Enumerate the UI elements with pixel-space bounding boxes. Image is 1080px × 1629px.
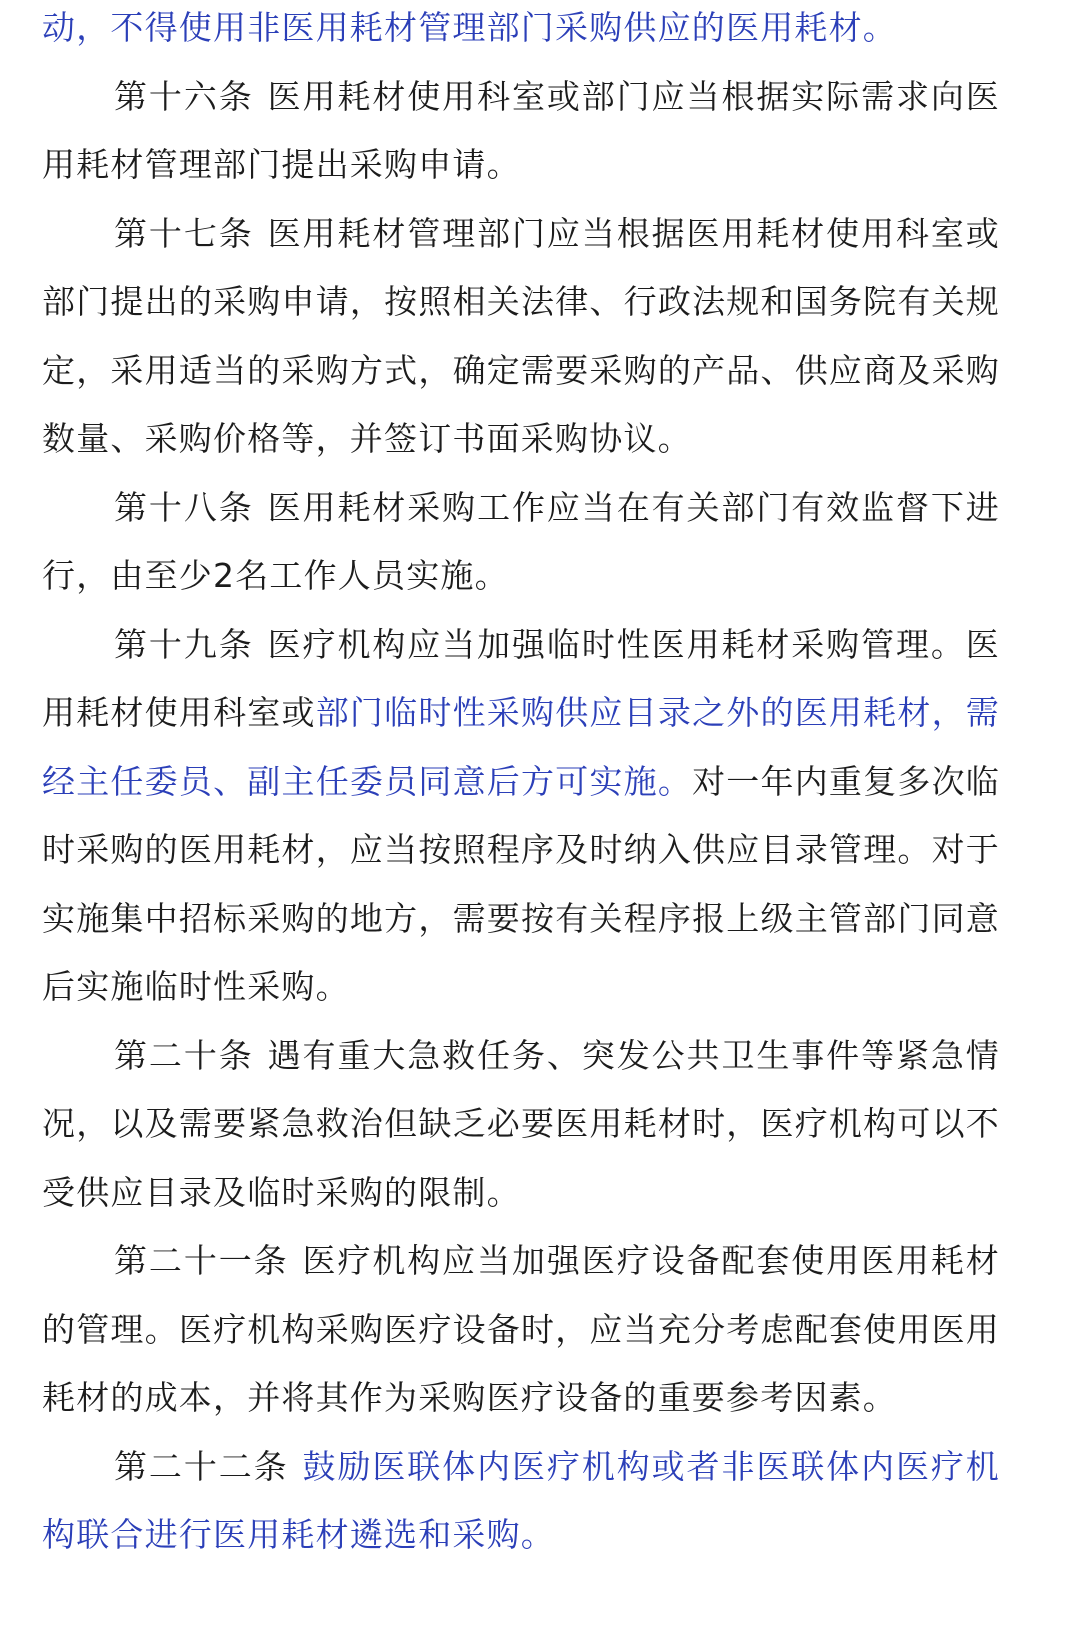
article-number: 第二十条 [114, 1035, 254, 1075]
highlighted-text: 动，不得使用非医用耗材管理部门采购供应的医用耗材。 [42, 8, 897, 47]
article-17 [42, 200, 1000, 474]
article-number: 第十六条 [114, 76, 254, 116]
article-text: 医用耗材采购工作应当在有关部门有效监督下进行，由至少2名工作人员实施。 [42, 487, 1000, 595]
article-text: 医用耗材使用科室或部门应当根据实际需求向医用耗材管理部门提出采购申请。 [42, 76, 1000, 184]
article-text: 医疗机构应当加强医疗设备配套使用医用耗材的管理。医疗机构采购医疗设备时，应当充分考虑配套使用医用耗材的成本，并将其作为采购医疗设备的重要参考因素。 [42, 1241, 1001, 1417]
article-16 [42, 63, 1000, 200]
article-22 [42, 1433, 1000, 1570]
highlighted-text: 部门临时性采购供应目录之外的医用耗材，需经主任委员、副主任委员同意后方可实施。 [42, 693, 1000, 801]
article-number: 第十七条 [114, 213, 254, 253]
article-21 [42, 1227, 1000, 1433]
article-18 [42, 474, 1000, 611]
article-19 [42, 611, 1000, 1022]
article-text: 遇有重大急救任务、突发公共卫生事件等紧急情况，以及需要紧急救治但缺乏必要医用耗材时，医疗机构可以不受供应目录及临时采购的限制。 [42, 1035, 1000, 1212]
article-text: 医疗机构应当加强临时性医用耗材采购管理。医用耗材使用科室或 [42, 624, 1000, 732]
article-20 [42, 1022, 1000, 1228]
article-number: 第二十二条 [114, 1446, 289, 1486]
article-number: 第二十一条 [114, 1241, 289, 1280]
paragraph-continuation [42, 0, 1000, 63]
article-number: 第十八条 [114, 487, 254, 527]
highlighted-text: 鼓励医联体内医疗机构或者非医联体内医疗机构联合进行医用耗材遴选和采购。 [42, 1446, 1001, 1554]
article-text-continued: 对一年内重复多次临时采购的医用耗材，应当按照程序及时纳入供应目录管理。对于实施集中招标采购的地方，需要按有关程序报上级主管部门同意后实施临时性采购。 [42, 761, 1000, 1006]
article-text: 医用耗材管理部门应当根据医用耗材使用科室或部门提出的采购申请，按照相关法律、行政法规和国务院有关规定，采用适当的采购方式，确定需要采购的产品、供应商及采购数量、采购价格等，并签订书面采购协议。 [42, 213, 1000, 458]
article-number: 第十九条 [114, 624, 254, 664]
